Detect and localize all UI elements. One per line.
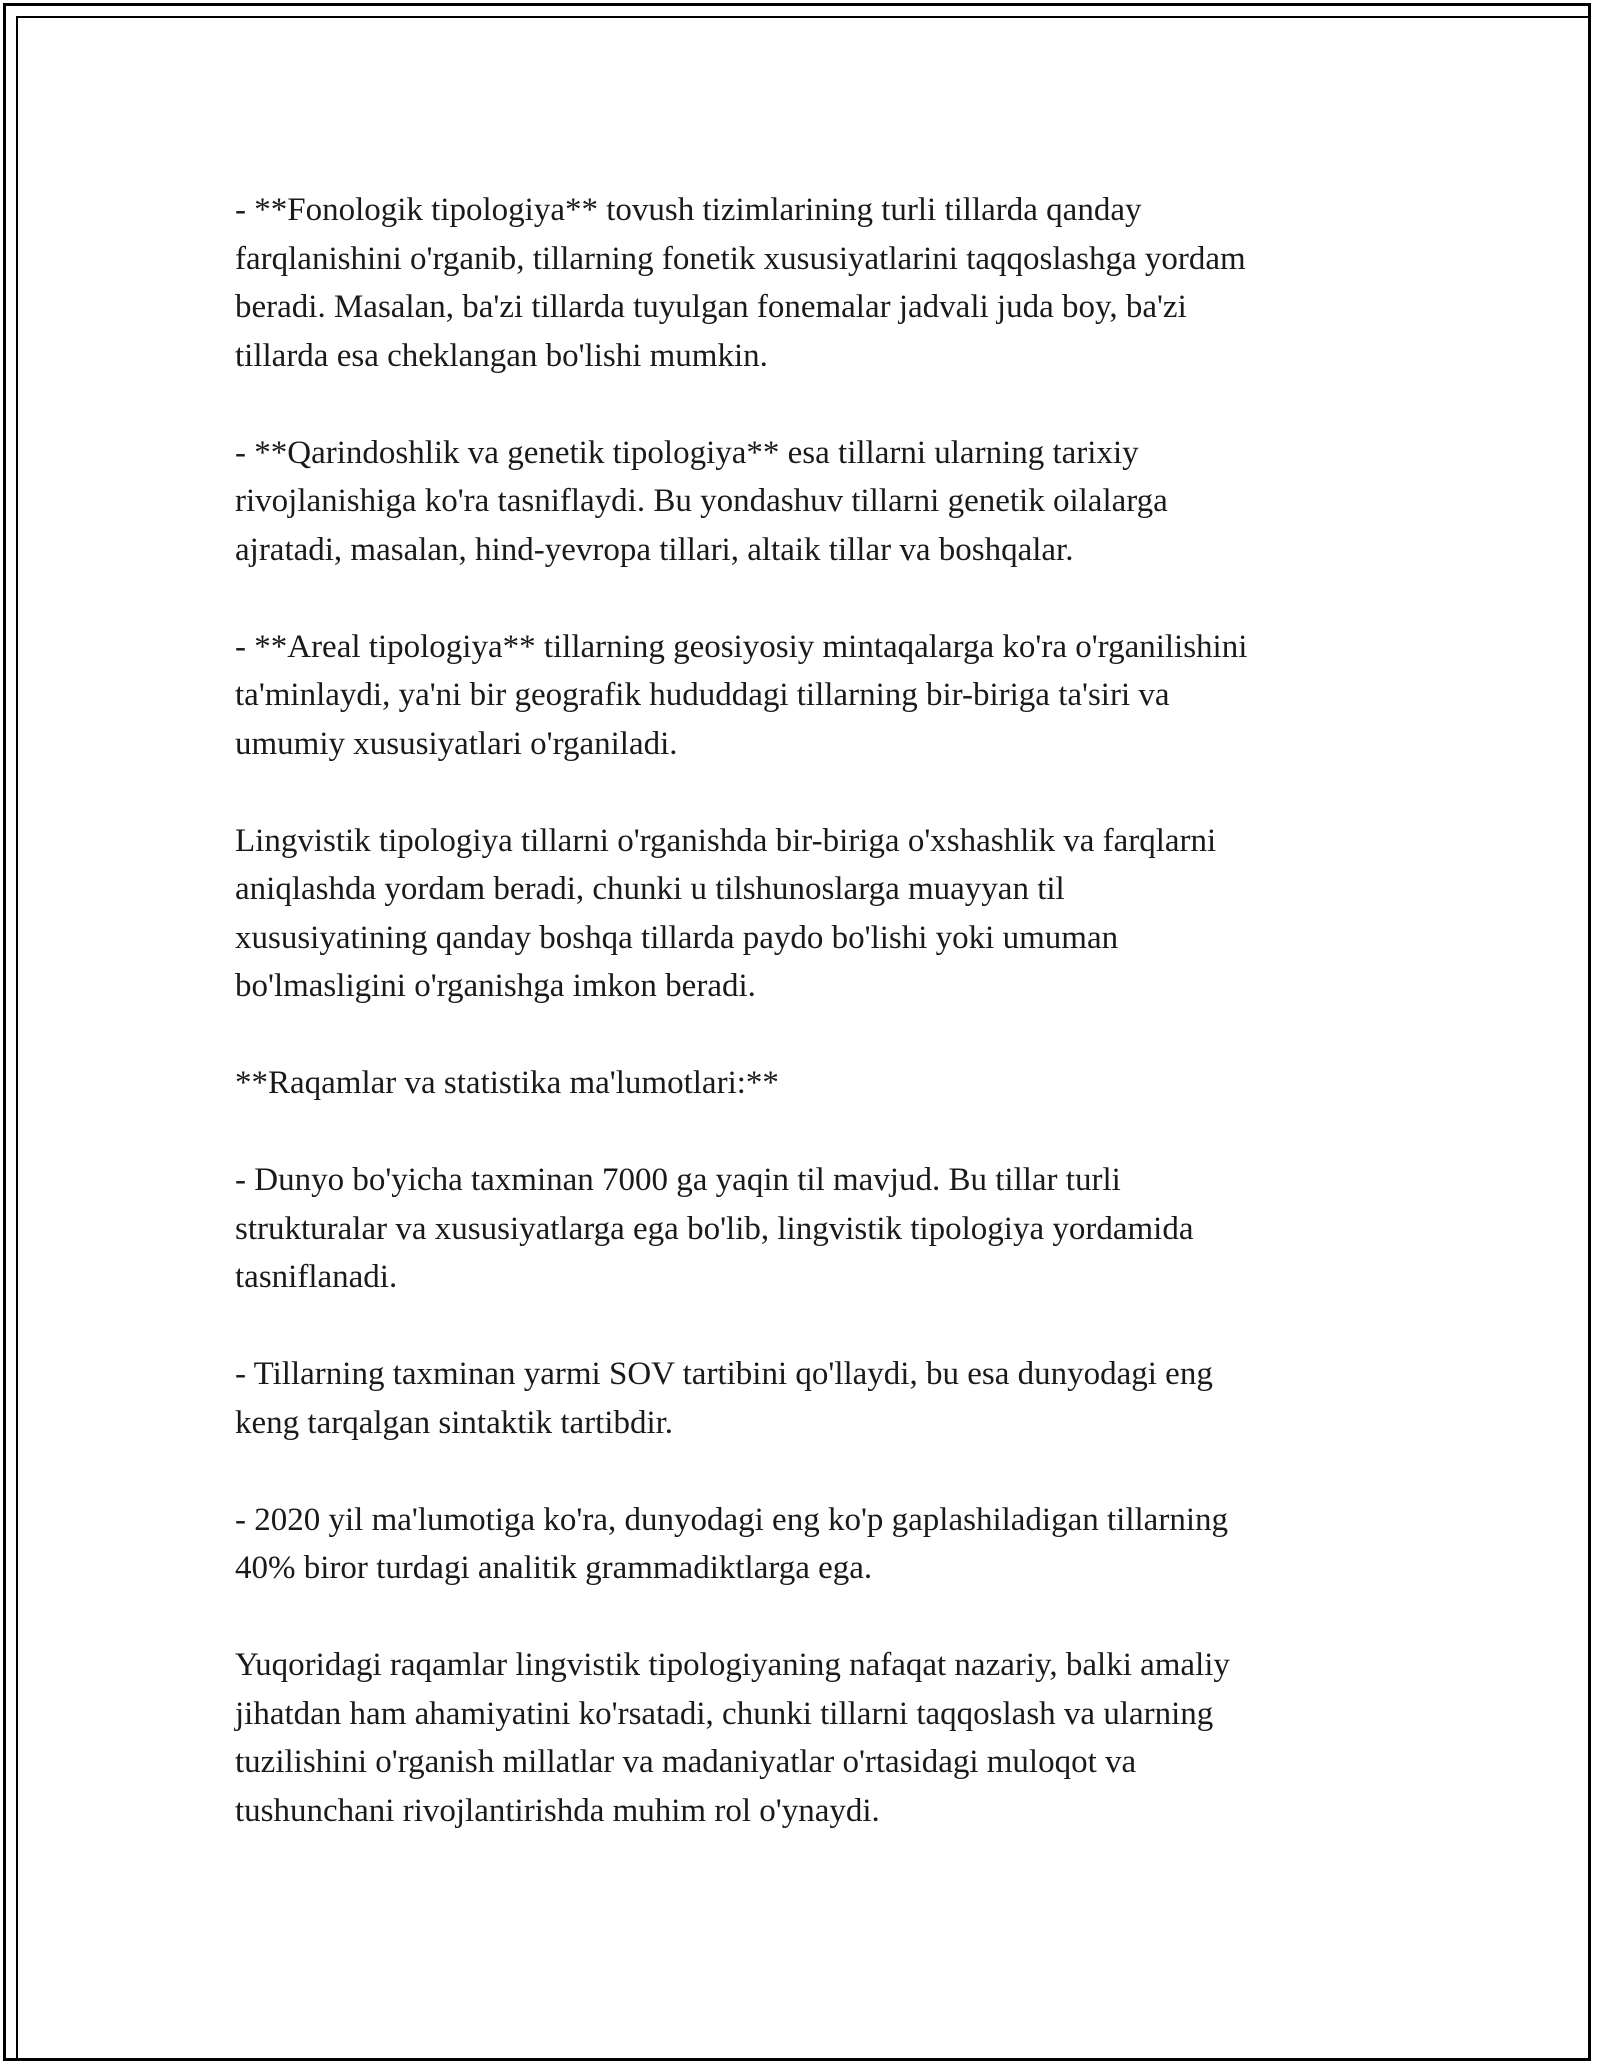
paragraph-typology-summary: Lingvistik tipologiya tillarni o'rganishda bir-biriga o'xshashlik va farqlarni aniqlashda yordam beradi, chunki u tilshunoslarga muayyan til xususiyatining qanday boshqa tillarda paydo bo'lishi yoki umuman bo'lmasligini o'rganishga imkon beradi. [235, 822, 1217, 1004]
paragraph-phonological-typology: - **Fonologik tipologiya** tovush tizimlarining turli tillarda qanday farqlanishini o'rganib, tillarning fonetik xususiyatlarini taqqoslashga yordam beradi. Masalan, ba'zi tillarda tuyulgan fonemalar jadvali juda boy, ba'zi tillarda esa cheklangan bo'lishi mumkin. [235, 192, 1246, 374]
paragraph-genetic-typology: - **Qarindoshlik va genetik tipologiya** esa tillarni ularning tarixiy rivojlanishiga ko'ra tasniflaydi. Bu yondashuv tillarni genetik oilalarga ajratadi, masalan, hind-yevropa tillari, altaik tillar va boshqalar. [235, 434, 1168, 568]
document-body [235, 186, 1375, 1884]
paragraph-analytic-grammar: - 2020 yil ma'lumotiga ko'ra, dunyodagi eng ko'p gaplashiladigan tillarning 40% biror turdagi analitik grammadiktlarga ega. [235, 1501, 1228, 1586]
paragraph-language-count: - Dunyo bo'yicha taxminan 7000 ga yaqin til mavjud. Bu tillar turli strukturalar va xususiyatlarga ega bo'lib, lingvistik tipologiya yordamida tasniflanadi. [235, 1162, 1194, 1295]
paragraph-conclusion: Yuqoridagi raqamlar lingvistik tipologiyaning nafaqat nazariy, balki amaliy jihatdan ham ahamiyatini ko'rsatadi, chunki tillarni taqqoslash va ularning tuzilishini o'rganish millatlar va madaniyatlar o'rtasidagi muloqot va tushunchani rivojlantirishda muhim rol o'ynaydi. [235, 1647, 1230, 1829]
paragraph-areal-typology: - **Areal tipologiya** tillarning geosiyosiy mintaqalarga ko'ra o'rganilishini ta'minlaydi, ya'ni bir geografik hududdagi tillarning bir-biriga ta'siri va umumiy xususiyatlari o'rganiladi. [235, 628, 1248, 762]
heading-statistics: **Raqamlar va statistika ma'lumotlari:** [235, 1065, 779, 1101]
paragraph-sov-order: - Tillarning taxminan yarmi SOV tartibini qo'llaydi, bu esa dunyodagi eng keng tarqalgan sintaktik tartibdir. [235, 1356, 1213, 1441]
